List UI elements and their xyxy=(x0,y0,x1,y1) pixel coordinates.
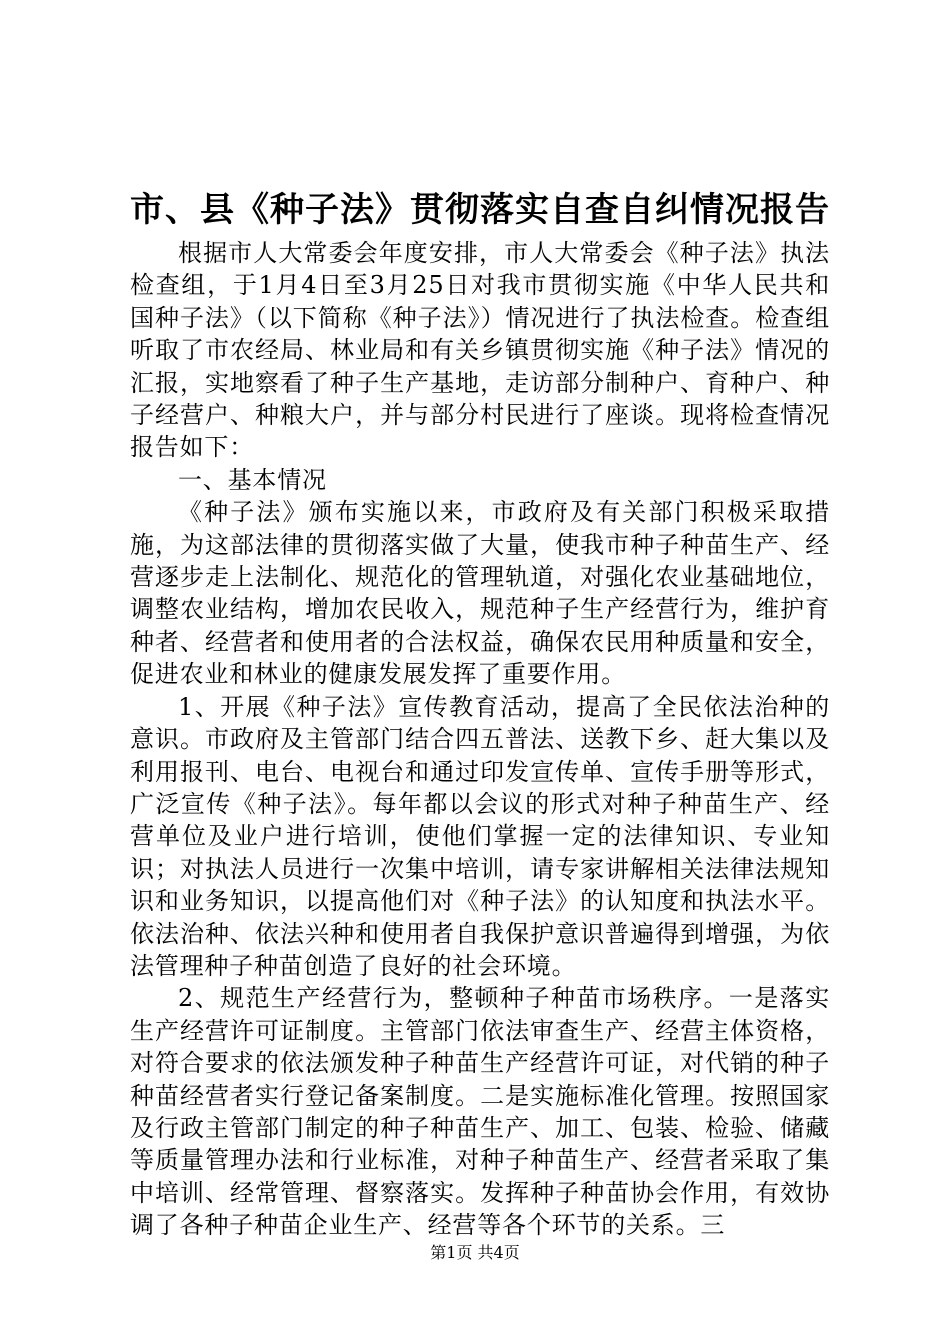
document-title: 市、县《种子法》贯彻落实自查自纠情况报告 xyxy=(130,190,830,230)
paragraph-item-1: 1、开展《种子法》宣传教育活动，提高了全民依法治种的意识。市政府及主管部门结合四五普法、送教下乡、赶大集以及利用报刊、电台、电视台和通过印发宣传单、宣传手册等形式，广泛宣传《种子法》。每年都以会议的形式对种子种苗生产、经营单位及业户进行培训，使他们掌握一定的法律知识、专业知识；对执法人员进行一次集中培训，请专家讲解相关法律法规知识和业务知识，以提高他们对《种子法》的认知度和执法水平。依法治种、依法兴种和使用者自我保护意识普遍得到增强，为依法管理种子种苗创造了良好的社会环境。 xyxy=(130,692,830,980)
section-heading-basic-situation: 一、基本情况 xyxy=(178,465,327,494)
paragraph-overview: 《种子法》颁布实施以来，市政府及有关部门积极采取措施，为这部法律的贯彻落实做了大量，使我市种子种苗生产、经营逐步走上法制化、规范化的管理轨道，对强化农业基础地位，调整农业结构，增加农民收入，规范种子生产经营行为，维护育种者、经营者和使用者的合法权益，确保农民用种质量和安全，促进农业和林业的健康发展发挥了重要作用。 xyxy=(130,498,830,689)
document-body xyxy=(130,237,830,1242)
paragraph-intro: 根据市人大常委会年度安排，市人大常委会《种子法》执法检查组，于1月4日至3月25日对我市贯彻实施《中华人民共和国种子法》（以下简称《种子法》）情况进行了执法检查。检查组听取了市农经局、林业局和有关乡镇贯彻实施《种子法》情况的汇报，实地察看了种子生产基地，走访部分制种户、育种户、种子经营户、种粮大户，并与部分村民进行了座谈。现将检查情况报告如下： xyxy=(130,239,830,462)
paragraph-item-2: 2、规范生产经营行为，整顿种子种苗市场秩序。一是落实生产经营许可证制度。主管部门依法审查生产、经营主体资格，对符合要求的依法颁发种子种苗生产经营许可证，对代销的种子种苗经营者实行登记备案制度。二是实施标准化管理。按照国家及行政主管部门制定的种子种苗生产、加工、包装、检验、储藏等质量管理办法和行业标准，对种子种苗生产、经营者采取了集中培训、经常管理、督察落实。发挥种子种苗协会作用，有效协调了各种子种苗企业生产、经营等各个环节的关系。三 xyxy=(130,984,830,1240)
page-footer: 第1页 共4页 xyxy=(430,1243,520,1262)
